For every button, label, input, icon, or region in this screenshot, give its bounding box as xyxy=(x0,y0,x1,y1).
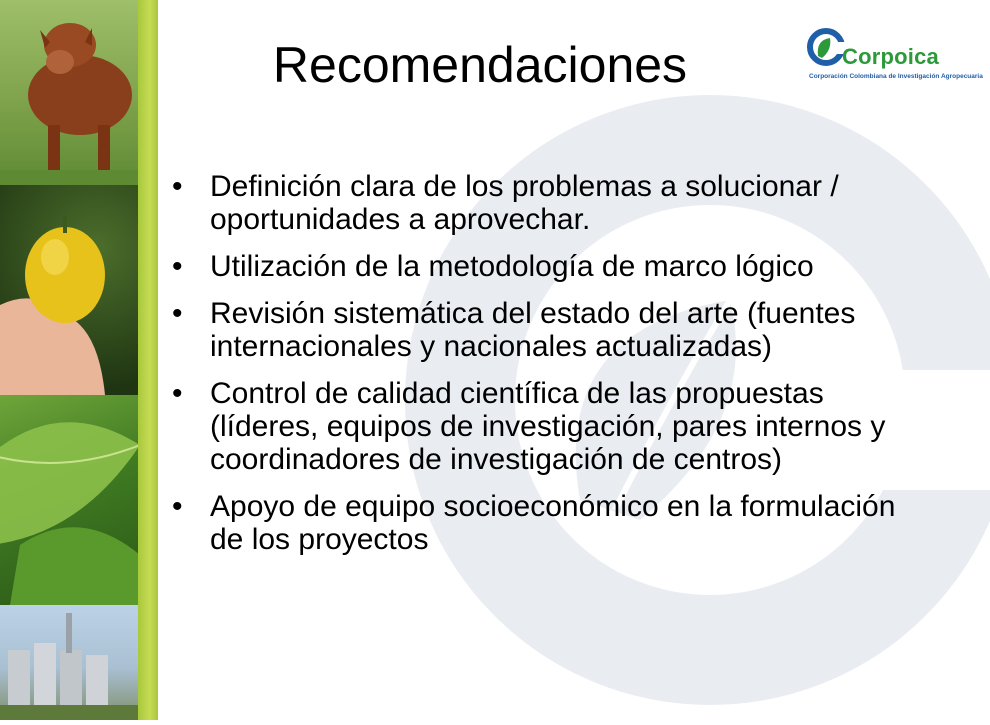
bullet-list xyxy=(172,170,932,570)
cow-photo xyxy=(0,0,138,185)
fruit-photo xyxy=(0,185,138,395)
bullet-text: Revisión sistemática del estado del arte (fuentes internacionales y nacionales actualizadas) xyxy=(210,297,856,363)
bullet-item xyxy=(172,170,932,236)
leaves-photo xyxy=(0,395,138,605)
bullet-item xyxy=(172,377,932,476)
logo-name: Corpoica xyxy=(842,44,939,69)
green-border xyxy=(138,0,158,720)
corpoica-leaf-icon xyxy=(806,22,846,72)
corpoica-logo xyxy=(806,22,983,88)
slide-title: Recomendaciones xyxy=(272,37,688,93)
bullet-text: Definición clara de los problemas a solucionar / oportunidades a aprovechar. xyxy=(210,170,839,236)
bullet-item xyxy=(172,250,932,283)
bullet-text: Control de calidad científica de las propuestas (líderes, equipos de investigación, pares internos y coordinadores de investigación de centros) xyxy=(210,377,886,476)
bullet-item xyxy=(172,297,932,363)
bullet-marker: • xyxy=(172,297,183,330)
bullet-item xyxy=(172,490,932,556)
bullet-marker: • xyxy=(172,170,183,203)
bullet-text: Utilización de la metodología de marco lógico xyxy=(210,250,814,283)
photo-strip xyxy=(0,0,138,720)
bullet-marker: • xyxy=(172,490,183,523)
bullet-marker: • xyxy=(172,250,183,283)
bullet-text: Apoyo de equipo socioeconómico en la formulación de los proyectos xyxy=(210,490,896,556)
silos-photo xyxy=(0,605,138,720)
bullet-marker: • xyxy=(172,377,183,410)
logo-subtitle: Corporación Colombiana de Investigación Agropecuaria xyxy=(809,73,983,80)
